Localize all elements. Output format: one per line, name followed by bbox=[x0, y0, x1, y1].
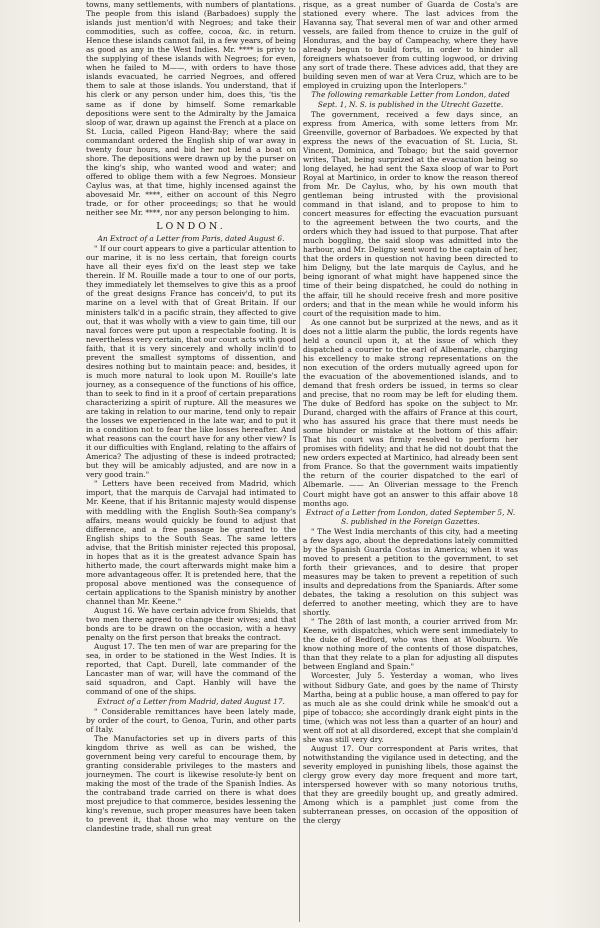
left-column bbox=[86, 0, 296, 928]
article-paragraph: August 16. We have certain advice from Shields, that two men there agreed to change their wives; and that bonds are to be drawn on the occasion, with a heavy penalty on the first person that breaks the contract. bbox=[86, 606, 296, 643]
article-paragraph: " The West India merchants of this city, had a meeting a few days ago, about the depredations lately committed by the Spanish Guarda Costas in America; when it was moved to present a petition to the government, to set forth their grievances, and to desire that proper measures may be taken to prevent a repetition of such insults and depredations from the Spaniards. After some debates, the taking a resolution on this subject was deferred to another meeting, which they are to have shortly. bbox=[303, 526, 518, 618]
article-paragraph: August 17. The ten men of war are preparing for the sea, in order to be stationed in the West Indies. It is reported, that Capt. Durell, late commander of the Lancaster man of war, will have the command of the said squadron, and Capt. Hanbly will have the command of one of the ships. bbox=[86, 642, 296, 697]
article-paragraph: " The 28th of last month, a courier arrived from Mr. Keene, with dispatches, which were sent immediately to the duke of Bedford, who was then at Wooburn. We know nothing more of the contents of those dispatches, than that they relate to a plan for adjusting all disputes between England and Spain." bbox=[303, 617, 518, 672]
article-paragraph: risque, as a great number of Guarda de Costa's are stationed every where. The last advices from the Havanna say, That several men of war and other armed vessels, are failed from thence to cruize in the gulf of Honduras, and the bay of Campeachy, where they have already begun to build forts, in order to hinder all foreigners whatsoever from cutting logwood, or driving any sort of trade there. These advices add, that they are building seven men of war at Vera Cruz, which are to be employed in cruizing upon the Interlopers." bbox=[303, 0, 518, 91]
article-paragraph: " Letters have been received from Madrid, which import, that the marquis de Carvajal had intimated to Mr. Keene, that if his Britannic majesty would dispense with meddling with the English South-Sea company's affairs, means would quickly be found to adjust that difference, and a free passage be granted to the English ships to the South Seas. The same letters advise, that the British minister rejected this proposal, in hopes that as it is the greatest advance Spain has hitherto made, the court afterwards might make him a more advantageous offer. It is pretended here, that the proposal above mentioned was the consequence of certain applications to the Spanish ministry by another channel than Mr. Keene." bbox=[86, 479, 296, 606]
article-paragraph: As one cannot but be surprized at the news, and as it does not a little alarm the public, the lords regents have held a council upon it, at the issue of which they dispatched a courier to the earl of Albemarle, charging his excellency to make strong representations on the non execution of the orders mutually agreed upon for the evacuation of the abovementioned islands, and to demand that fresh orders be issued, in terms so clear and precise, that no room may be left for eluding them. The duke of Bedford has spoke on the subject to Mr. Durand, charged with the affairs of France at this court, who has assured his grace that there must needs be some blunder or mistake at the bottom of this affair: That his court was firmly resolved to perform her promises with fidelity; and that he did not doubt that the new orders expected at Martinico, had already been sent from France. So that the government waits impatiently the return of the courier dispatched to the earl of Albemarle. —— An Oliverian message to the French Court might have got an answer to this affair above 18 months ago. bbox=[303, 317, 518, 508]
article-paragraph: " Considerable remittances have been lately made, by order of the court, to Genoa, Turin, and other parts of Italy. bbox=[86, 706, 296, 734]
article-subheading: Extract of a Letter from London, dated September 5, N. S. published in the Foreign Gazettes. bbox=[305, 507, 516, 526]
article-subheading: The following remarkable Letter from London, dated Sept. 1, N. S. is published in the Utrecht Gazette. bbox=[311, 90, 510, 109]
section-heading: LONDON. bbox=[156, 221, 226, 233]
article-paragraph: " If our court appears to give a particular attention to our marine, it is no less certain, that foreign courts have all their eyes fix'd on the least step we take therein. If M. Rouille made a tour to one of our ports, they immediately let themselves to give this as a proof of the great designs France has conceiv'd, to put its marine on a level with that of Great Britain. If our ministers talk'd in a pacific strain, they affected to give out, that it was wholly with a view to gain time, till our naval forces were put upon a respectable footing. It is nevertheless very certain, that our court acts with good faith, that it is very sincerely and wholly inclin'd to prevent the smallest symptoms of dissention, and desires nothing but to maintain peace: and, besides, it is much more natural to look upon M. Rouille's late journey, as a consequence of the functions of his office, than to seek to find in it a proof of certain preparations characterizing a spirit of rupture. All the measures we are taking in relation to our marine, tend only to repair the losses we experienced in the late war, and to put it in a condition not to fear the like losses hereafter. And what reasons can the court have for any other view? Is it our difficulties with England, relating to the affairs of America? The adjusting of these is indeed protracted; but they will be amicably adjusted, and are now in a very good train." bbox=[86, 244, 296, 480]
article-paragraph: The government, received a few days since, an express from America, with some letters from Mr. Greenville, governor of Barbadoes. We expected by that express the news of the evacuation of St. Lucia, St. Vincent, Dominica, and Tobago; but the said governor writes, That, being surprized at the evacuation being so long delayed, he had sent the Saxa sloop of war to Port Royal at Martinico, in order to know the reason thereof from Mr. De Caylus, who, by his own mouth that gentleman being intrusted with the provisional command in that island, and to propose to him to concert measures for effecting the evacuation pursuant to the agreement between the two courts, and the orders which they had issued to that purpose. That after much boggling, the said sloop was admitted into the harbour, and Mr. Deligny sent word to the captain of her, that the orders in question not having been directed to him Deligny, but the late marquis de Caylus, and he being ignorant of what might have happened since the time of their being dispatched, he could do nothing in the affair, till he should receive fresh and more positive orders; and that in the mean while he would inform his court of the requisition made to him. bbox=[303, 109, 518, 318]
article-subheading: An Extract of a Letter from Paris, dated August 6. bbox=[97, 234, 285, 244]
article-paragraph: The Manufactories set up in divers parts of this kingdom thrive as well as can be wished, the government being very careful to encourage them, by granting considerable privileges to the masters and journeymen. The court is likewise resolute-ly bent on making the most of the trade of the Spanish Indies. As the contraband trade carried on there is what does most prejudice to that commerce, besides lessening the king's revenue, such proper measures have been taken to prevent it, that those who may venture on the clandestine trade, shall run great bbox=[86, 733, 296, 834]
right-column bbox=[303, 0, 518, 928]
column-divider bbox=[299, 6, 300, 922]
article-paragraph: Worcester, July 5. Yesterday a woman, who lives without Sidbury Gate, and goes by the name of Thirsty Martha, being at a public house, a man offered to pay for as much ale as she could drink while he smoak'd out a pipe of tobacco; she accordingly drank eight pints in the time, (which was not less than a quarter of an hour) and went off not at all disordered, except that she complain'd she was still very dry. bbox=[303, 671, 518, 744]
article-subheading: Extract of a Letter from Madrid, dated August 17. bbox=[97, 696, 285, 706]
article-paragraph: August 17. Our correspondent at Paris writes, that notwithstanding the vigilance used in detecting, and the severity employed in punishing libels, those against the clergy grow every day more frequent and more tart, interspersed however with so many notorious truths, that they are greedily bought up, and greatly admired. Among which is a pamphlet just come from the subterranean presses, on occasion of the opposition of the clergy bbox=[303, 743, 518, 826]
article-paragraph: towns, many settlements, with numbers of plantations. The people from this island (Barbadoes) supply the islands just mention'd with Negroes; and take their commodities, such as coffee, cocoa, &c. in return. Hence these islands cannot fail, in a few years, of being as good as any in the West Indies. Mr. **** is privy to the supplying of these islands with Negroes; for even, when he failed to M——, with orders to have those islands evacuated, he carried Negroes, and offered them to sale at those islands. You understand, that if his clerk or any person under him, does this, 'tis the same as if done by himself. Some remarkable depositions were sent to the Admiralty by the Jamaica sloop of war, drawn up against the French at a place on St. Lucia, called Pigeon Hand-Bay; where the said commandant ordered the English ship of war away in twenty four hours, and bid her not lend a boat on shore. The depositions were drawn up by the purser on the king's ship, who wanted wood and water; and offered to oblige them with a few Negroes. Monsieur Caylus was, at that time, highly incensed against the abovesaid Mr. ****, either on account of this Negro trade, or for other proceedings; so that he would neither see Mr. ****, nor any person belonging to him. bbox=[86, 0, 296, 218]
